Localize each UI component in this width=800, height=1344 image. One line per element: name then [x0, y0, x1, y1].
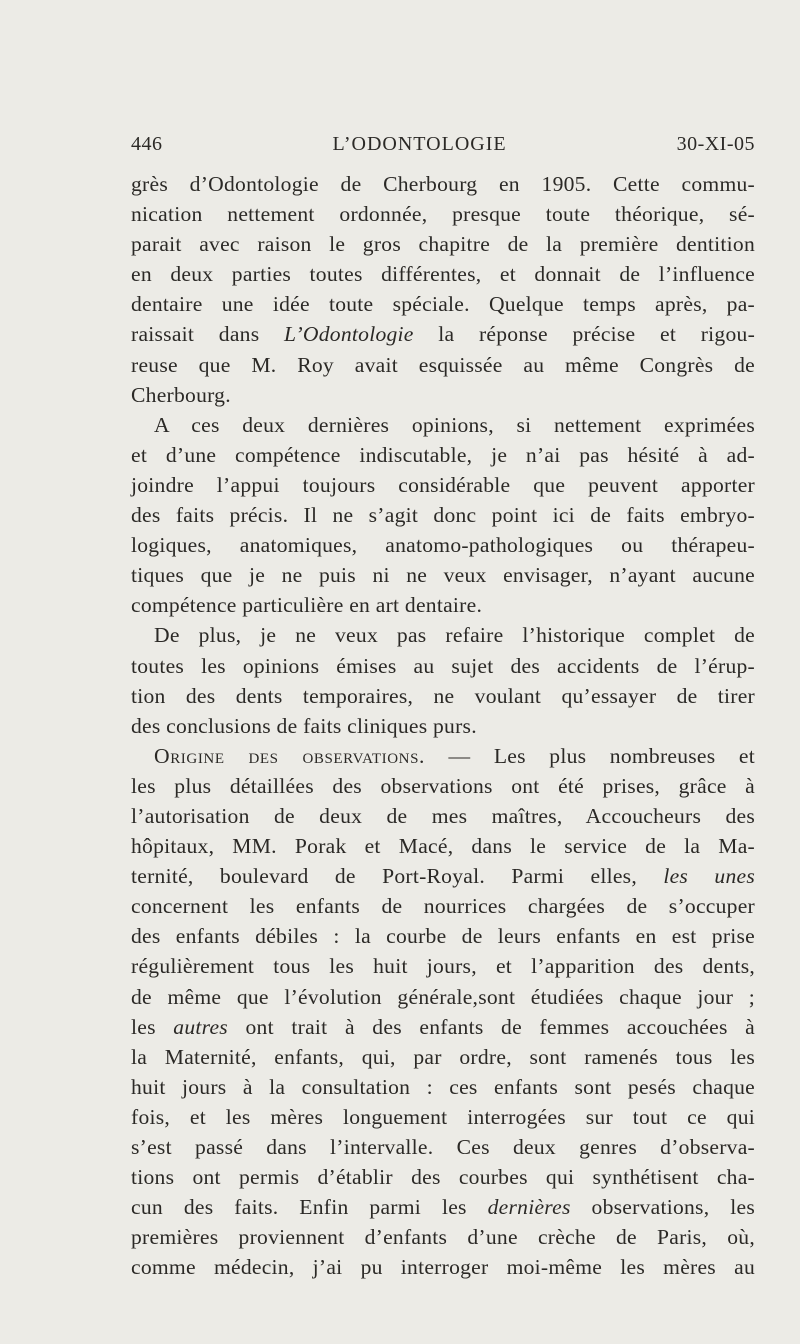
text-segment: premières proviennent d’enfants d’une crèche de Paris, où,	[131, 1225, 755, 1250]
text-line	[131, 861, 755, 891]
text-line	[131, 440, 755, 470]
text-segment: tions ont permis d’établir des courbes qui synthétisent cha-	[131, 1165, 755, 1190]
section-heading: Origine des observations.	[154, 743, 426, 768]
text-segment: concernent les enfants de nourrices chargées de s’occuper	[131, 894, 755, 919]
text-segment: logiques, anatomiques, anatomo-pathologiques ou thérapeu-	[131, 533, 755, 558]
text-line	[131, 199, 755, 229]
text-segment: tion des dents temporaires, ne voulant qu’essayer de tirer	[131, 683, 755, 708]
text-line	[131, 711, 755, 741]
text-line	[131, 1042, 755, 1072]
text-segment: raissait dans	[131, 322, 285, 347]
text-line	[131, 289, 755, 319]
text-line	[131, 620, 755, 650]
running-header	[131, 133, 755, 159]
text-segment: fois, et les mères longuement interrogées sur tout ce qui	[131, 1104, 755, 1129]
text-segment: s’est passé dans l’intervalle. Ces deux genres d’observa-	[131, 1135, 755, 1159]
text-line	[131, 560, 755, 590]
text-line	[131, 470, 755, 500]
text-segment: les plus détaillées des observations ont été prises, grâce à	[131, 773, 755, 798]
text-line	[131, 229, 755, 259]
text-segment: tiques que je ne puis ni ne veux envisager, n’ayant aucune	[131, 563, 755, 588]
page-number: 446	[131, 133, 163, 155]
text-segment: De plus, je ne veux pas refaire l’historique complet de	[154, 623, 755, 648]
text-segment: l’autorisation de deux de mes maîtres, Accoucheurs des	[131, 803, 755, 828]
text-segment: Cherbourg.	[131, 382, 231, 407]
text-line	[131, 771, 755, 801]
text-segment: compétence particulière en art dentaire.	[131, 593, 483, 618]
text-segment: des conclusions de faits cliniques purs.	[131, 713, 477, 738]
text-segment: cun des faits. Enfin parmi les	[131, 1195, 488, 1220]
italic-text: les unes	[663, 864, 755, 889]
text-line	[131, 1192, 755, 1222]
text-line	[131, 741, 755, 771]
text-line	[131, 1102, 755, 1132]
text-line	[131, 1222, 755, 1252]
text-segment: nication nettement ordonnée, presque toute théorique, sé-	[131, 202, 755, 227]
text-line	[131, 319, 755, 349]
text-segment: dentaire une idée toute spéciale. Quelque temps après, pa-	[131, 292, 755, 317]
text-line	[131, 831, 755, 861]
text-segment: toutes les opinions émises au sujet des accidents de l’érup-	[131, 653, 755, 678]
text-line	[131, 1072, 755, 1102]
text-segment: ternité, boulevard de Port-Royal. Parmi elles,	[131, 864, 664, 889]
text-segment: les	[131, 1014, 174, 1039]
text-segment: en deux parties toutes différentes, et donnait de l’influence	[131, 262, 755, 287]
text-line	[131, 681, 755, 711]
text-segment: — Les plus nombreuses et	[425, 743, 755, 768]
text-line	[131, 1162, 755, 1192]
text-line	[131, 1012, 755, 1042]
text-line	[131, 350, 755, 380]
text-line	[131, 891, 755, 921]
text-segment: grès d’Odontologie de Cherbourg en 1905. Cette commu-	[131, 172, 755, 196]
text-segment: hôpitaux, MM. Porak et Macé, dans le service de la Ma-	[131, 834, 755, 859]
text-segment: et d’une compétence indiscutable, je n’ai pas hésité à ad-	[131, 442, 755, 467]
text-segment: de même que l’évolution générale,sont étudiées chaque jour ;	[131, 984, 755, 1009]
text-line	[131, 590, 755, 620]
text-line	[131, 801, 755, 831]
journal-title: L’ODONTOLOGIE	[332, 133, 507, 155]
text-line	[131, 1132, 755, 1162]
text-line	[131, 1252, 755, 1282]
text-line	[131, 169, 755, 199]
text-segment: joindre l’appui toujours considérable que peuvent apporter	[131, 472, 755, 497]
text-segment: reuse que M. Roy avait esquissée au même Congrès de	[131, 352, 755, 377]
text-segment: la Maternité, enfants, qui, par ordre, sont ramenés tous les	[131, 1044, 755, 1069]
text-segment: parait avec raison le gros chapitre de la première dentition	[131, 232, 755, 257]
text-line	[131, 921, 755, 951]
text-segment: observations, les	[570, 1195, 755, 1220]
text-segment: régulièrement tous les huit jours, et l’apparition des dents,	[131, 954, 755, 979]
text-line	[131, 259, 755, 289]
text-segment: A ces deux dernières opinions, si nettement exprimées	[154, 412, 755, 437]
text-segment: ont trait à des enfants de femmes accouchées à	[227, 1014, 755, 1039]
text-line	[131, 951, 755, 981]
text-line	[131, 530, 755, 560]
body-text	[131, 169, 755, 1282]
text-line	[131, 500, 755, 530]
text-segment: des enfants débiles : la courbe de leurs enfants en est prise	[131, 924, 755, 949]
italic-text: autres	[173, 1014, 228, 1039]
text-segment: la réponse précise et rigou-	[413, 322, 756, 347]
text-line	[131, 982, 755, 1012]
text-line	[131, 651, 755, 681]
text-segment: comme médecin, j’ai pu interroger moi-même les mères au	[131, 1255, 755, 1280]
text-line	[131, 380, 755, 410]
text-line	[131, 410, 755, 440]
italic-text: L’Odontologie	[284, 322, 414, 347]
issue-date: 30-XI-05	[676, 133, 755, 155]
text-segment: des faits précis. Il ne s’agit donc point ici de faits embryo-	[131, 503, 755, 528]
text-segment: huit jours à la consultation : ces enfants sont pesés chaque	[131, 1074, 755, 1099]
italic-text: dernières	[487, 1195, 571, 1220]
